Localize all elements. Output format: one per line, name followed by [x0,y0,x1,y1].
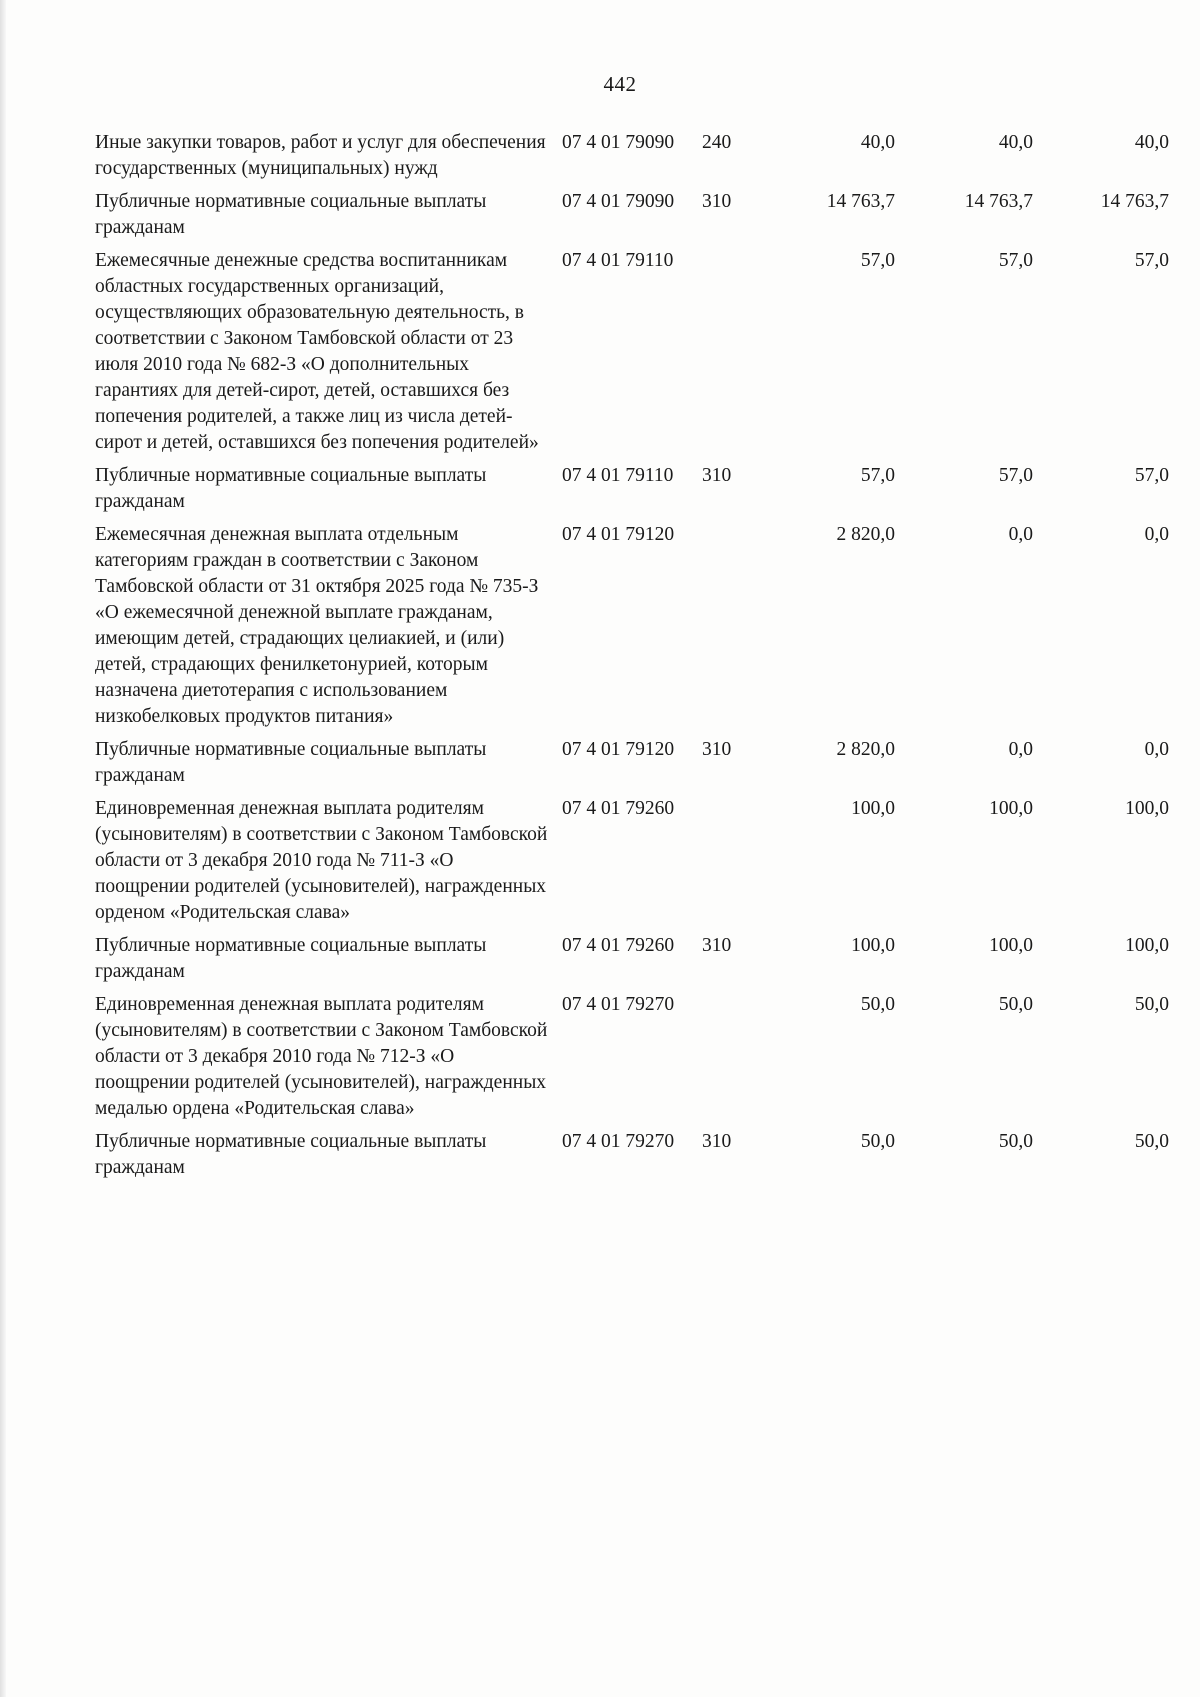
table-row [95,130,1169,189]
table-row [95,522,1169,737]
amount-year-3: 0,0 [1144,739,1169,760]
amount-year-3: 0,0 [1144,524,1169,545]
expense-type-code: 310 [702,739,732,760]
amount-year-2: 50,0 [998,994,1033,1015]
expense-type-code: 310 [702,465,732,486]
target-article-code: 07 4 01 79120 [562,524,675,545]
amount-year-2: 100,0 [989,935,1033,956]
expense-type-code: 240 [702,132,732,153]
amount-year-1: 40,0 [860,132,895,153]
amount-year-3: 50,0 [1134,1131,1169,1152]
item-name: Публичные нормативные социальные выплаты гражданам [95,1131,487,1178]
amount-year-3: 57,0 [1134,250,1169,271]
expense-type-code [702,992,757,1129]
item-name: Публичные нормативные социальные выплаты гражданам [95,739,487,786]
target-article-code: 07 4 01 79260 [562,935,675,956]
amount-year-2: 57,0 [998,465,1033,486]
amount-year-1: 57,0 [860,465,895,486]
target-article-code: 07 4 01 79090 [562,191,675,212]
scan-edge-shadow [0,0,6,1697]
item-name: Публичные нормативные социальные выплаты гражданам [95,465,487,512]
item-name: Ежемесячная денежная выплата отдельным категориям граждан в соответствии с Законом Тамбовской области от 31 октября 2025 года № 735-З «О ежемесячной денежной выплате гражданам, имеющим детей, страдающих целиакией, и (или) детей, страдающих фенилкетонурией, которым назначена диетотерапия с использованием низкобелковых продуктов питания» [95,524,539,727]
amount-year-1: 100,0 [851,798,895,819]
amount-year-2: 14 763,7 [964,191,1033,212]
target-article-code: 07 4 01 79120 [562,739,675,760]
expense-type-code [702,796,757,933]
amount-year-1: 2 820,0 [836,524,895,545]
table-row [95,796,1169,933]
amount-year-1: 57,0 [860,250,895,271]
expense-type-code: 310 [702,1131,732,1152]
target-article-code: 07 4 01 79270 [562,994,675,1015]
table-row [95,737,1169,796]
item-name: Ежемесячные денежные средства воспитанникам областных государственных организаций, осуществляющих образовательную деятельность, в соответствии с Законом Тамбовской области от 23 июля 2010 года № 682-З «О дополнительных гарантиях для детей-сирот, детей, оставшихся без попечения родителей, а также лиц из числа детей-сирот и детей, оставшихся без попечения родителей» [95,250,539,453]
item-name: Публичные нормативные социальные выплаты гражданам [95,935,487,982]
amount-year-3: 14 763,7 [1100,191,1169,212]
target-article-code: 07 4 01 79090 [562,132,675,153]
amount-year-3: 40,0 [1134,132,1169,153]
table-row [95,992,1169,1129]
item-name: Публичные нормативные социальные выплаты гражданам [95,191,487,238]
item-name: Единовременная денежная выплата родителям (усыновителям) в соответствии с Законом Тамбовской области от 3 декабря 2010 года № 711-З «О поощрении родителей (усыновителей), награжденных орденом «Родительская слава» [95,798,548,923]
item-name: Единовременная денежная выплата родителям (усыновителям) в соответствии с Законом Тамбовской области от 3 декабря 2010 года № 712-З «О поощрении родителей (усыновителей), награжденных медалью ордена «Родительская слава» [95,994,548,1119]
amount-year-1: 100,0 [851,935,895,956]
amount-year-1: 14 763,7 [826,191,895,212]
amount-year-3: 57,0 [1134,465,1169,486]
amount-year-1: 2 820,0 [836,739,895,760]
amount-year-2: 0,0 [1008,739,1033,760]
amount-year-2: 0,0 [1008,524,1033,545]
expense-type-code: 310 [702,935,732,956]
amount-year-2: 40,0 [998,132,1033,153]
table-row [95,463,1169,522]
target-article-code: 07 4 01 79260 [562,798,675,819]
table-row [95,248,1169,463]
expense-type-code [702,248,757,463]
budget-table [95,130,1169,1188]
amount-year-3: 50,0 [1134,994,1169,1015]
budget-table-body [95,130,1169,1188]
target-article-code: 07 4 01 79110 [562,250,674,271]
item-name: Иные закупки товаров, работ и услуг для обеспечения государственных (муниципальных) нужд [95,132,546,179]
amount-year-2: 57,0 [998,250,1033,271]
target-article-code: 07 4 01 79110 [562,465,674,486]
expense-type-code: 310 [702,191,732,212]
expense-type-code [702,522,757,737]
amount-year-1: 50,0 [860,1131,895,1152]
amount-year-2: 50,0 [998,1131,1033,1152]
table-row [95,189,1169,248]
page-number: 442 [603,72,637,96]
amount-year-2: 100,0 [989,798,1033,819]
target-article-code: 07 4 01 79270 [562,1131,675,1152]
amount-year-3: 100,0 [1125,935,1169,956]
amount-year-3: 100,0 [1125,798,1169,819]
table-row [95,933,1169,992]
amount-year-1: 50,0 [860,994,895,1015]
table-row [95,1129,1169,1188]
